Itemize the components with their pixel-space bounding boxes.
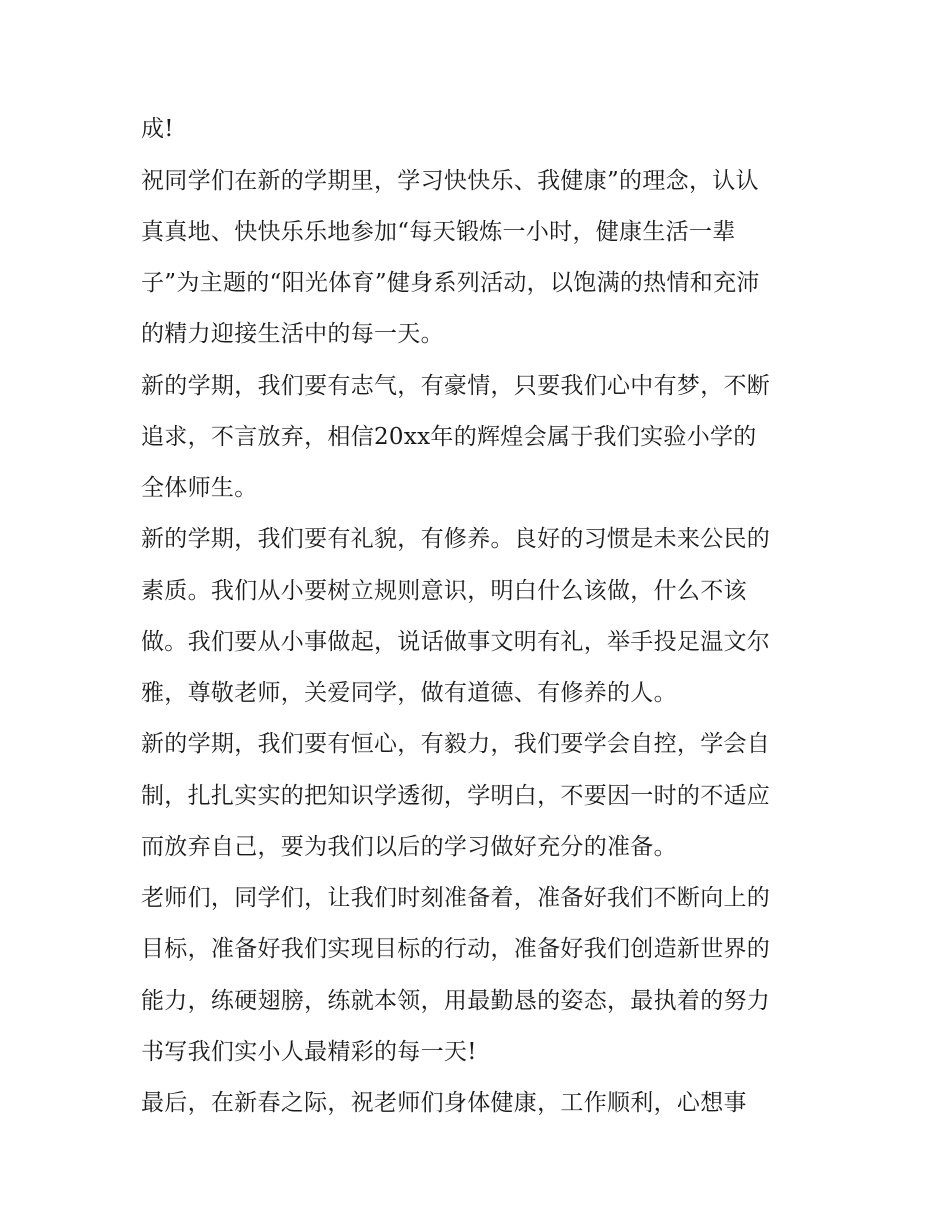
paragraph-line: 目标，准备好我们实现目标的行动，准备好我们创造新世界的	[141, 936, 771, 962]
paragraph-line: 新的学期，我们要有恒心，有毅力，我们要学会自控，学会自	[141, 731, 771, 757]
paragraph-line: 新的学期，我们要有志气，有豪情，只要我们心中有梦，不断	[141, 373, 771, 399]
paragraph-line: 真真地、快快乐乐地参加“每天锻炼一小时，健康生活一辈	[141, 219, 736, 245]
paragraph-line: 子”为主题的“阳光体育”健身系列活动，以饱满的热情和充沛	[141, 270, 760, 296]
paragraph-line: 新的学期，我们要有礼貌，有修养。良好的习惯是未来公民的	[141, 526, 771, 552]
paragraph-line: 能力，练硬翅膀，练就本领，用最勤恳的姿态，最执着的努力	[141, 988, 771, 1014]
paragraph-line: 雅，尊敬老师，关爱同学，做有道德、有修养的人。	[141, 680, 677, 706]
paragraph-line: 最后，在新春之际，祝老师们身体健康，工作顺利，心想事	[141, 1090, 747, 1116]
paragraph-line: 做。我们要从小事做起，说话做事文明有礼，举手投足温文尔	[141, 629, 771, 655]
paragraph-line: 素质。我们从小要树立规则意识，明白什么该做，什么不该	[141, 578, 747, 604]
paragraph-line: 制，扎扎实实的把知识学透彻，学明白，不要因一时的不适应	[141, 783, 771, 809]
paragraph-line: 的精力迎接生活中的每一天。	[141, 321, 444, 347]
paragraph-line: 书写我们实小人最精彩的每一天!	[141, 1039, 477, 1065]
paragraph-line: 而放弃自己，要为我们以后的学习做好充分的准备。	[141, 834, 677, 860]
paragraph-line: 老师们，同学们，让我们时刻准备着，准备好我们不断向上的	[141, 885, 771, 911]
paragraph-line: 祝同学们在新的学期里，学习快快乐、我健康”的理念，认认	[141, 168, 759, 194]
paragraph-line: 成!	[141, 116, 174, 142]
paragraph-line: 追求，不言放弃，相信20xx年的辉煌会属于我们实验小学的	[141, 424, 757, 450]
paragraph-line: 全体师生。	[141, 475, 258, 501]
